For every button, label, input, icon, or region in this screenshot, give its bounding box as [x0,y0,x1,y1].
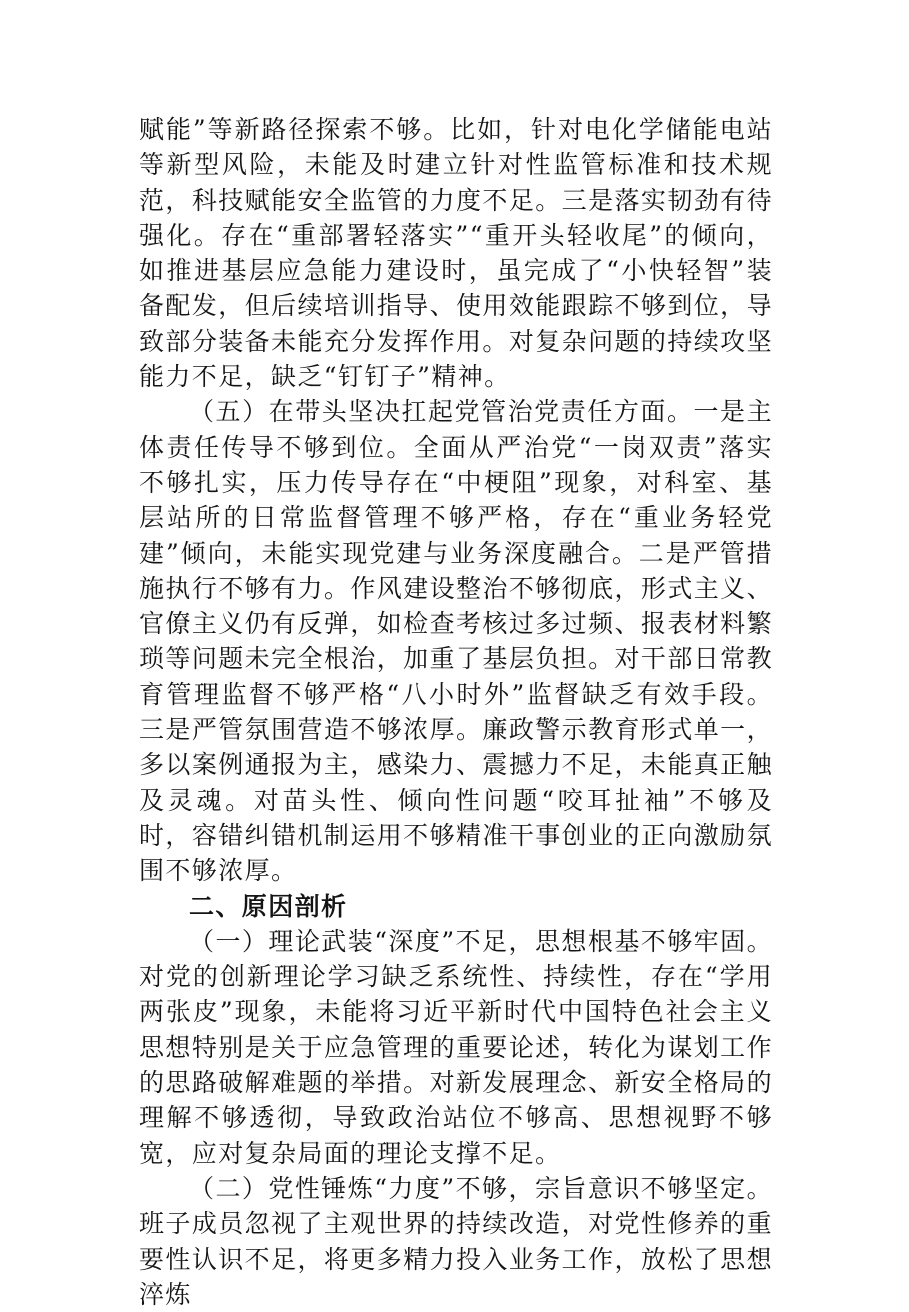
section-heading-cause-analysis: 二、原因剖析 [189,891,348,921]
paragraph-cause-one: （一）理论武装“深度”不足，思想根基不够牢固。对党的创新理论学习缺乏系统性、持续性，存在“学用两张皮”现象，未能将习近平新时代中国特色社会主义思想特别是关于应急管理的重要论述，转化为谋划工作的思路破解难题的举措。对新发展理念、新安全格局的理解不够透彻，导致政治站位不够高、思想视野不够宽，应对复杂局面的理论支撑不足。 [139,926,773,1168]
paragraph-cause-two: （二）党性锤炼“力度”不够，宗旨意识不够坚定。班子成员忽视了主观世界的持续改造，对党性修养的重要性认识不足，将更多精力投入业务工作，放松了思想淬炼 [139,1173,773,1309]
paragraph-continuation: 赋能”等新路径探索不够。比如，针对电化学储能电站等新型风险，未能及时建立针对性监管标准和技术规范，科技赋能安全监管的力度不足。三是落实韧劲有待强化。存在“重部署轻落实”“重开头轻收尾”的倾向，如推进基层应急能力建设时，虽完成了“小快轻智”装备配发，但后续培训指导、使用效能跟踪不够到位，导致部分装备未能充分发挥作用。对复杂问题的持续攻坚能力不足，缺乏“钉钉子”精神。 [139,115,773,392]
paragraph-section-five: （五）在带头坚决扛起党管治党责任方面。一是主体责任传导不够到位。全面从严治党“一岗双责”落实不够扎实，压力传导存在“中梗阻”现象，对科室、基层站所的日常监督管理不够严格，存在“重业务轻党建”倾向，未能实现党建与业务深度融合。二是严管措施执行不够有力。作风建设整治不够彻底，形式主义、官僚主义仍有反弹，如检查考核过多过频、报表材料繁琐等问题未完全根治，加重了基层负担。对干部日常教育管理监督不够严格“八小时外”监督缺乏有效手段。三是严管氛围营造不够浓厚。廉政警示教育形式单一，多以案例通报为主，感染力、震撼力不足，未能真正触及灵魂。对苗头性、倾向性问题“咬耳扯袖”不够及时，容错纠错机制运用不够精准干事创业的正向激励氛围不够浓厚。 [139,397,773,886]
document-body [139,112,773,1312]
